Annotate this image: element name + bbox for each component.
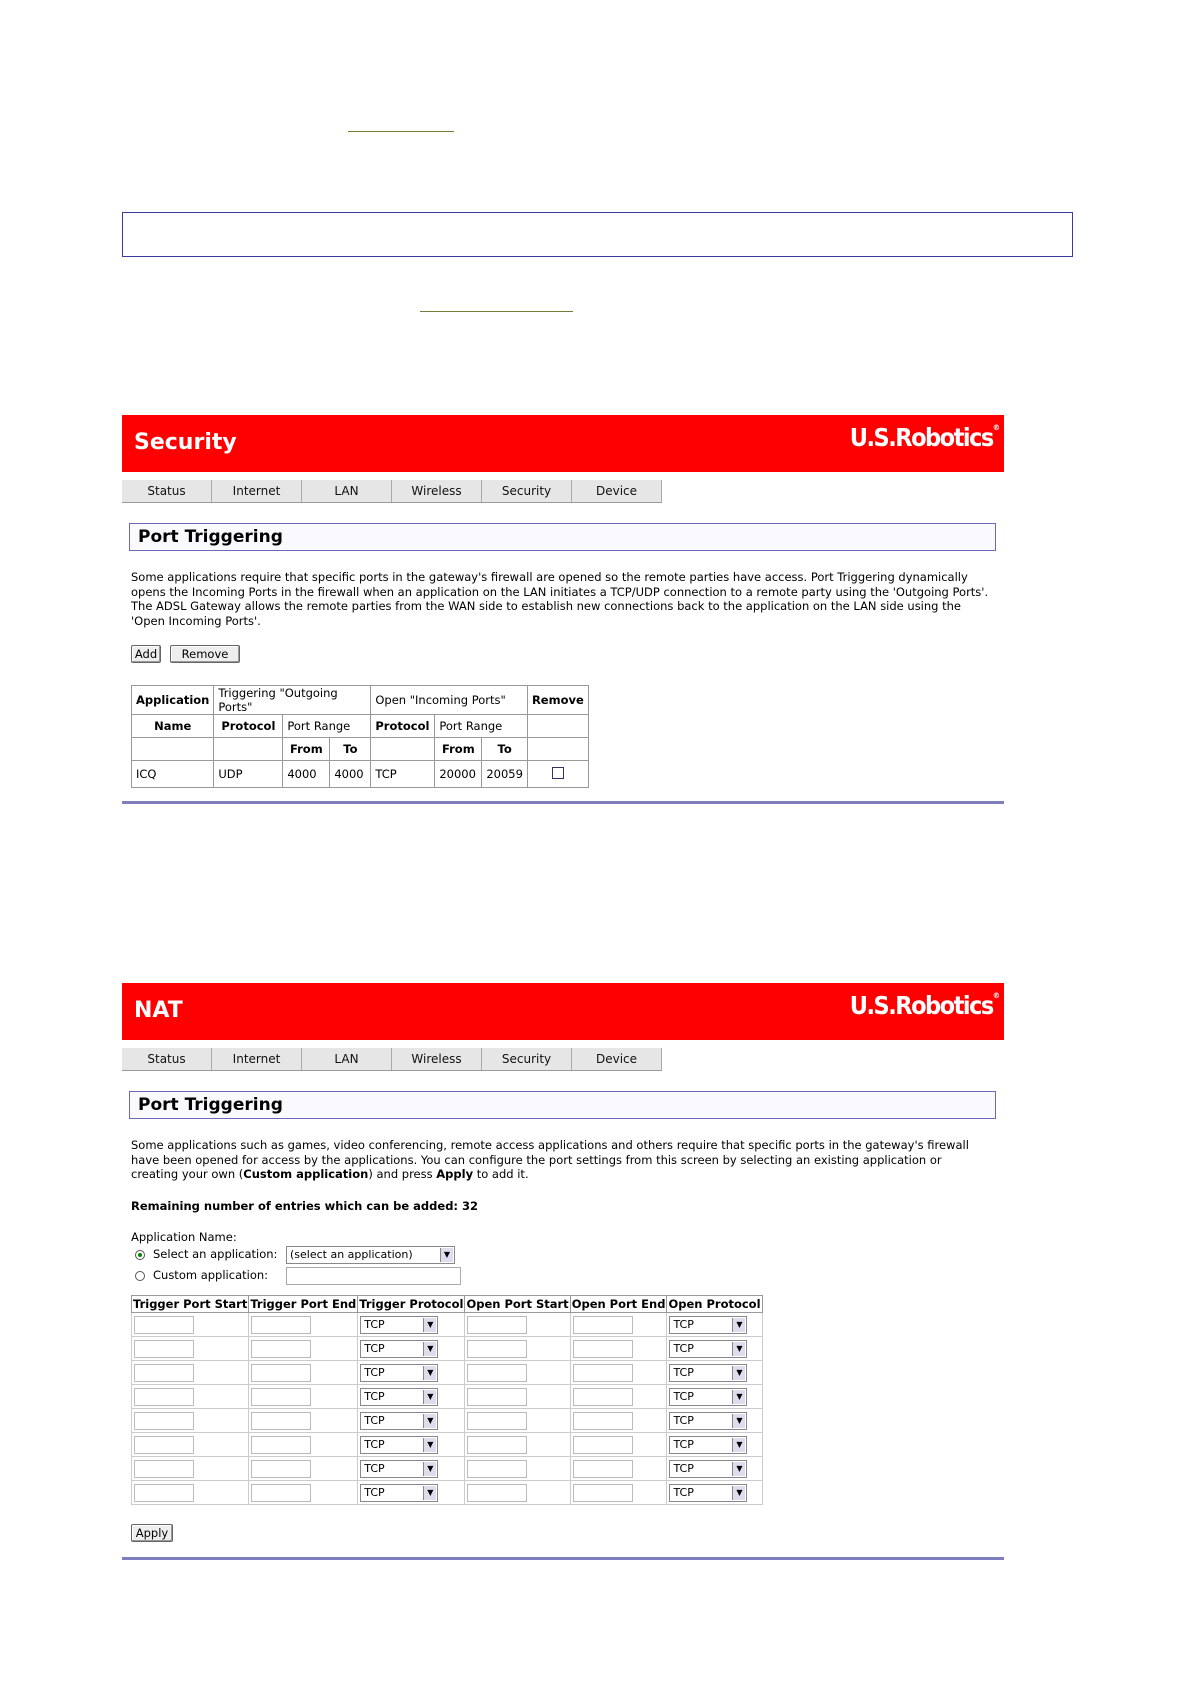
open-port-start-input[interactable] [467,1340,527,1358]
header-port-range: Port Range [283,715,371,738]
open-port-start-input[interactable] [467,1436,527,1454]
col-open-protocol: Open Protocol [668,1297,761,1311]
tab-lan[interactable]: LAN [302,480,392,502]
table-row [132,1409,763,1433]
remaining-entries: Remaining number of entries which can be added: 32 [131,1199,479,1213]
nav-tabs [122,1048,662,1071]
trigger-port-start-input[interactable] [134,1364,194,1382]
open-port-end-input[interactable] [573,1364,633,1382]
tab-internet[interactable]: Internet [212,480,302,502]
table-row [132,1361,763,1385]
divider [122,801,1004,804]
custom-app-label: Custom application: [153,1268,269,1282]
header-protocol: Protocol [214,715,283,738]
open-port-start-input[interactable] [467,1388,527,1406]
section-header [129,523,996,551]
tab-wireless[interactable]: Wireless [392,480,482,502]
cell-open-protocol: TCP [371,761,435,788]
chevron-down-icon: ▼ [423,1342,436,1356]
tab-internet[interactable]: Internet [212,1048,302,1070]
header-to: To [330,738,371,761]
cell-trigger-from: 4000 [283,761,330,788]
custom-app-input[interactable] [286,1267,461,1285]
trigger-protocol-select[interactable]: TCP ▼ [360,1412,438,1430]
open-port-start-input[interactable] [467,1460,527,1478]
trigger-port-start-input[interactable] [134,1460,194,1478]
cell-name: ICQ [132,761,214,788]
open-port-end-input[interactable] [573,1460,633,1478]
trigger-protocol-select[interactable]: TCP ▼ [360,1460,438,1478]
brand-logo: U.S.Robotics® [849,423,1000,452]
trigger-port-end-input[interactable] [251,1388,311,1406]
description-text: Some applications require that specific ports in the gateway's firewall are opened so the remote parties have access. Port Triggering dynamically opens the Incoming Ports in the firewall when an application on the LAN initiates a TCP/UDP connection to a remote party using the 'Outgoing Ports'. The ADSL Gateway allows the remote parties from the WAN side to establish new connections back to the application on the LAN side using the 'Open Incoming Ports'. [131,570,989,628]
col-open-port-end: Open Port End [571,1297,666,1311]
chevron-down-icon: ▼ [423,1366,436,1380]
section-header [129,1091,996,1119]
cell-trigger-protocol: UDP [214,761,283,788]
trigger-port-start-input[interactable] [134,1412,194,1430]
header-application: Application [132,686,214,715]
trigger-port-start-input[interactable] [134,1388,194,1406]
chevron-down-icon: ▼ [423,1318,436,1332]
chevron-down-icon: ▼ [732,1342,745,1356]
chevron-down-icon: ▼ [423,1438,436,1452]
page-title: NAT [134,998,183,1023]
remove-button[interactable]: Remove [170,645,240,663]
section-title: Port Triggering [138,527,283,547]
open-protocol-select[interactable]: TCP ▼ [669,1460,747,1478]
open-protocol-select[interactable]: TCP ▼ [669,1316,747,1334]
tab-security[interactable]: Security [482,480,572,502]
header-to: To [482,738,528,761]
open-port-end-input[interactable] [573,1436,633,1454]
security-port-triggering-screenshot [122,415,1004,805]
chevron-down-icon: ▼ [440,1248,453,1262]
col-trigger-port-end: Trigger Port End [250,1297,357,1311]
add-button[interactable]: Add [131,645,161,663]
note-box [122,212,1073,257]
cell-open-from: 20000 [435,761,482,788]
open-protocol-select[interactable]: TCP ▼ [669,1412,747,1430]
nav-tabs [122,480,662,503]
chevron-down-icon: ▼ [732,1390,745,1404]
trigger-port-start-input[interactable] [134,1484,194,1502]
chevron-down-icon: ▼ [423,1462,436,1476]
trigger-port-end-input[interactable] [251,1436,311,1454]
col-trigger-protocol: Trigger Protocol [359,1297,464,1311]
open-port-start-input[interactable] [467,1364,527,1382]
chevron-down-icon: ▼ [732,1366,745,1380]
header-protocol: Protocol [371,715,435,738]
open-protocol-select[interactable]: TCP ▼ [669,1388,747,1406]
tab-status[interactable]: Status [122,480,212,502]
open-port-end-input[interactable] [573,1388,633,1406]
header-from: From [283,738,330,761]
col-trigger-port-start: Trigger Port Start [133,1297,248,1311]
chevron-down-icon: ▼ [732,1486,745,1500]
table-row [132,1385,763,1409]
chevron-down-icon: ▼ [732,1438,745,1452]
cell-open-to: 20059 [482,761,528,788]
trigger-port-end-input[interactable] [251,1460,311,1478]
trigger-protocol-select[interactable]: TCP ▼ [360,1388,438,1406]
tab-status[interactable]: Status [122,1048,212,1070]
tab-device[interactable]: Device [572,1048,662,1070]
trigger-port-start-input[interactable] [134,1340,194,1358]
trigger-port-end-input[interactable] [251,1340,311,1358]
remove-checkbox[interactable] [552,767,564,779]
port-trigger-table [131,685,589,788]
open-protocol-select[interactable]: TCP ▼ [669,1340,747,1358]
select-app-radio[interactable] [135,1250,145,1260]
chevron-down-icon: ▼ [423,1414,436,1428]
chevron-down-icon: ▼ [732,1318,745,1332]
header-open: Open "Incoming Ports" [371,686,528,715]
apply-button[interactable]: Apply [131,1524,173,1542]
header-triggering: Triggering "Outgoing Ports" [214,686,371,715]
tab-lan[interactable]: LAN [302,1048,392,1070]
page-title: Security [134,430,237,455]
tab-wireless[interactable]: Wireless [392,1048,482,1070]
trigger-port-end-input[interactable] [251,1412,311,1430]
table-row [132,761,589,788]
trigger-port-start-input[interactable] [134,1436,194,1454]
table-row [132,1337,763,1361]
open-port-start-input[interactable] [467,1412,527,1430]
brand-logo: U.S.Robotics® [849,991,1000,1020]
chevron-down-icon: ▼ [732,1462,745,1476]
divider [122,1557,1004,1560]
cell-trigger-to: 4000 [330,761,371,788]
port-entry-rows [132,1313,763,1505]
open-port-end-input[interactable] [573,1484,633,1502]
chevron-down-icon: ▼ [732,1414,745,1428]
trigger-protocol-select[interactable]: TCP ▼ [360,1316,438,1334]
trigger-protocol-select[interactable]: TCP ▼ [360,1484,438,1502]
description-text: Some applications such as games, video conferencing, remote access applications and others require that specific ports in the gateway's firewall have been opened for access by the applications. You can configure the port settings from this screen by selecting an existing application or creating your own (Custom application) and press Apply to add it. [131,1138,969,1182]
trigger-protocol-select[interactable]: TCP ▼ [360,1340,438,1358]
open-protocol-select[interactable]: TCP ▼ [669,1436,747,1454]
chevron-down-icon: ▼ [423,1390,436,1404]
table-row [132,1433,763,1457]
custom-app-radio[interactable] [135,1271,145,1281]
trigger-port-end-input[interactable] [251,1364,311,1382]
hyperlink-underline[interactable] [348,131,454,132]
header-remove: Remove [527,686,588,715]
trigger-protocol-select[interactable]: TCP ▼ [360,1364,438,1382]
port-entry-table [131,1295,763,1505]
header-banner [122,415,1004,472]
open-port-start-input[interactable] [467,1316,527,1334]
tab-security[interactable]: Security [482,1048,572,1070]
open-port-start-input[interactable] [467,1484,527,1502]
col-open-port-start: Open Port Start [466,1297,569,1311]
table-row [132,1313,763,1337]
open-port-end-input[interactable] [573,1340,633,1358]
header-from: From [435,738,482,761]
hyperlink-underline[interactable] [420,311,573,312]
header-name: Name [132,715,214,738]
header-banner [122,983,1004,1040]
trigger-port-end-input[interactable] [251,1316,311,1334]
open-port-end-input[interactable] [573,1316,633,1334]
nat-port-triggering-screenshot [122,983,1004,1566]
open-protocol-select[interactable]: TCP ▼ [669,1484,747,1502]
trigger-port-end-input[interactable] [251,1484,311,1502]
trigger-protocol-select[interactable]: TCP ▼ [360,1436,438,1454]
tab-device[interactable]: Device [572,480,662,502]
open-protocol-select[interactable]: TCP ▼ [669,1364,747,1382]
trigger-port-start-input[interactable] [134,1316,194,1334]
select-app-label: Select an application: [153,1247,278,1261]
section-title: Port Triggering [138,1095,283,1115]
application-select[interactable]: (select an application) ▼ [286,1246,455,1264]
chevron-down-icon: ▼ [423,1486,436,1500]
app-name-label: Application Name: [131,1230,237,1244]
table-row [132,1457,763,1481]
open-port-end-input[interactable] [573,1412,633,1430]
header-port-range: Port Range [435,715,528,738]
table-row [132,1481,763,1505]
